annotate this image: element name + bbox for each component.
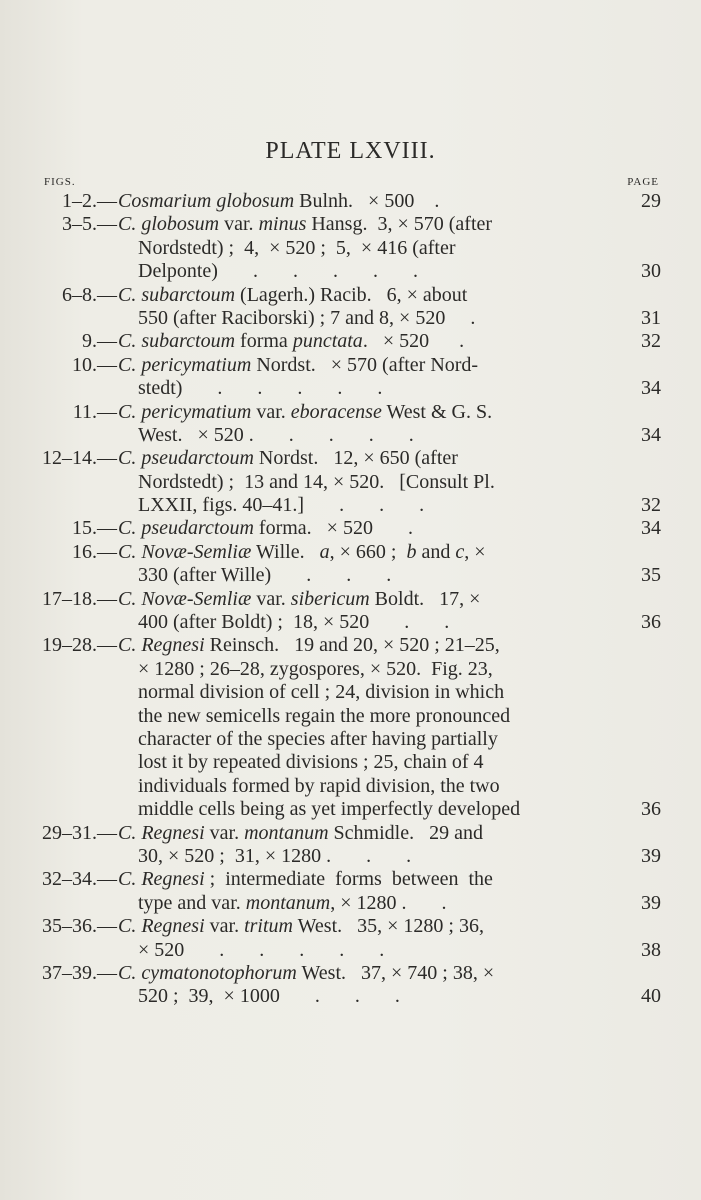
page-number: 30 — [641, 260, 661, 283]
entry-text: C. Regnesi Reinsch. 19 and 20, × 520 ; 21–25, — [118, 634, 500, 657]
entry-text: C. Novæ-Semliæ Wille. a, × 660 ; b and c, × — [118, 540, 486, 563]
figure-number: 11.— — [72, 400, 117, 423]
figure-list — [0, 190, 701, 1009]
entry-text: C. pseudarctoum Nordst. 12, × 650 (after — [118, 447, 458, 470]
entry-line — [0, 915, 701, 938]
entry-text: Cosmarium globosum Bulnh. × 500 . — [118, 190, 440, 212]
entry-text: 520 ; 39, × 1000 . . . — [138, 985, 400, 1008]
entry-line — [0, 985, 701, 1008]
page-number: 31 — [641, 306, 661, 329]
entry-line — [0, 284, 701, 307]
entry-text: C. cymatonotophorum West. 37, × 740 ; 38, × — [118, 961, 495, 984]
figure-entry — [0, 517, 701, 540]
page-number: 29 — [641, 190, 661, 212]
entry-text: Nordstedt) ; 13 and 14, × 520. [Consult Pl. — [138, 470, 495, 493]
page-number: 36 — [641, 798, 661, 821]
entry-text: C. Regnesi ; intermediate forms between the — [118, 868, 493, 891]
entry-text: C. globosum var. minus Hansg. 3, × 570 (after — [118, 213, 493, 236]
page-number: 39 — [641, 844, 661, 867]
entry-line — [0, 798, 701, 821]
entry-text: C. subarctoum forma punctata. × 520 . — [118, 330, 465, 353]
entry-text: C. subarctoum (Lagerh.) Racib. 6, × about — [118, 283, 468, 306]
entry-text: West. × 520 . . . . . — [138, 423, 414, 446]
page-number: 34 — [641, 377, 661, 400]
entry-line — [0, 564, 701, 587]
entry-line — [0, 705, 701, 728]
entry-text: LXXII, figs. 40–41.] . . . — [138, 494, 425, 517]
figure-entry — [0, 190, 701, 213]
entry-text: 400 (after Boldt) ; 18, × 520 . . — [138, 611, 450, 634]
page-number: 34 — [641, 423, 661, 446]
entry-line — [0, 751, 701, 774]
page-number: 32 — [641, 494, 661, 517]
entry-line — [0, 494, 701, 517]
entry-line — [0, 658, 701, 681]
figure-number: 1–2.— — [62, 190, 117, 212]
figure-entry — [0, 447, 701, 517]
figure-number: 35–36.— — [42, 915, 117, 938]
entry-line — [0, 775, 701, 798]
entry-line — [0, 541, 701, 564]
entry-text: C. Regnesi var. montanum Schmidle. 29 and — [118, 821, 483, 844]
entry-text: stedt) . . . . . — [138, 377, 383, 400]
figure-number: 6–8.— — [62, 283, 117, 306]
entry-text: C. pericymatium Nordst. × 570 (after Nord- — [118, 353, 479, 376]
entry-text: 330 (after Wille) . . . — [138, 564, 392, 587]
entry-text: Delponte) . . . . . — [138, 260, 418, 283]
entry-text: type and var. montanum, × 1280 . . — [138, 891, 447, 914]
entry-line — [0, 237, 701, 260]
entry-line — [0, 939, 701, 962]
figure-entry — [0, 962, 701, 1009]
entry-line — [0, 260, 701, 283]
figure-number: 12–14.— — [42, 447, 117, 470]
entry-line — [0, 634, 701, 657]
page-column-header: PAGE — [627, 176, 659, 188]
entry-text: C. pseudarctoum forma. × 520 . — [118, 517, 413, 540]
entry-line — [0, 377, 701, 400]
figure-entry — [0, 541, 701, 588]
entry-line — [0, 868, 701, 891]
page-number: 39 — [641, 891, 661, 914]
entry-text: lost it by repeated divisions ; 25, chain of 4 — [138, 751, 484, 774]
entry-line — [0, 962, 701, 985]
figure-entry — [0, 284, 701, 331]
entry-line — [0, 354, 701, 377]
entry-text: C. Regnesi var. tritum West. 35, × 1280 ; 36, — [118, 915, 484, 938]
page-number: 38 — [641, 938, 661, 961]
figure-entry — [0, 822, 701, 869]
page-number: 32 — [641, 330, 661, 353]
entry-line — [0, 213, 701, 236]
entry-line — [0, 845, 701, 868]
plate-title: PLATE LXVIII. — [265, 138, 436, 164]
page-number: 36 — [641, 611, 661, 634]
figure-number: 19–28.— — [42, 634, 117, 657]
figure-entry — [0, 354, 701, 401]
figure-number: 32–34.— — [42, 868, 117, 891]
entry-text: Nordstedt) ; 4, × 520 ; 5, × 416 (after — [138, 236, 456, 259]
page-number: 40 — [641, 985, 661, 1008]
entry-line — [0, 822, 701, 845]
entry-text: character of the species after having partially — [138, 727, 498, 750]
figure-entry — [0, 401, 701, 448]
entry-line — [0, 517, 701, 540]
entry-line — [0, 424, 701, 447]
entry-text: middle cells being as yet imperfectly developed — [138, 798, 521, 821]
figure-number: 15.— — [72, 517, 117, 540]
entry-line — [0, 892, 701, 915]
entry-text: 30, × 520 ; 31, × 1280 . . . — [138, 844, 412, 867]
entry-text: × 1280 ; 26–28, zygospores, × 520. Fig. 23, — [138, 657, 493, 680]
figure-number: 3–5.— — [62, 213, 117, 236]
entry-line — [0, 330, 701, 353]
figure-number: 29–31.— — [42, 821, 117, 844]
figure-number: 17–18.— — [42, 587, 117, 610]
entry-text: C. Novæ-Semliæ var. sibericum Boldt. 17, × — [118, 587, 481, 610]
figure-entry — [0, 588, 701, 635]
entry-text: × 520 . . . . . — [138, 938, 385, 961]
page-number: 35 — [641, 564, 661, 587]
figure-entry — [0, 868, 701, 915]
entry-text: normal division of cell ; 24, division in which — [138, 681, 505, 704]
page-number: 34 — [641, 517, 661, 540]
figure-number: 16.— — [72, 540, 117, 563]
figure-number: 9.— — [82, 330, 117, 353]
entry-text: the new semicells regain the more pronounced — [138, 704, 511, 727]
entry-text: C. pericymatium var. eboracense West & G. S. — [118, 400, 493, 423]
entry-line — [0, 190, 701, 213]
entry-line — [0, 728, 701, 751]
entry-line — [0, 447, 701, 470]
entry-line — [0, 588, 701, 611]
figure-entry — [0, 213, 701, 283]
entry-line — [0, 681, 701, 704]
entry-line — [0, 307, 701, 330]
figure-number: 10.— — [72, 353, 117, 376]
entry-line — [0, 401, 701, 424]
figure-entry — [0, 330, 701, 353]
figure-entry — [0, 915, 701, 962]
figure-number: 37–39.— — [42, 961, 117, 984]
figs-column-header: FIGS. — [44, 176, 76, 188]
entry-text: individuals formed by rapid division, the two — [138, 774, 500, 797]
figure-entry — [0, 634, 701, 821]
entry-line — [0, 471, 701, 494]
entry-line — [0, 611, 701, 634]
entry-text: 550 (after Raciborski) ; 7 and 8, × 520 . — [138, 306, 476, 329]
